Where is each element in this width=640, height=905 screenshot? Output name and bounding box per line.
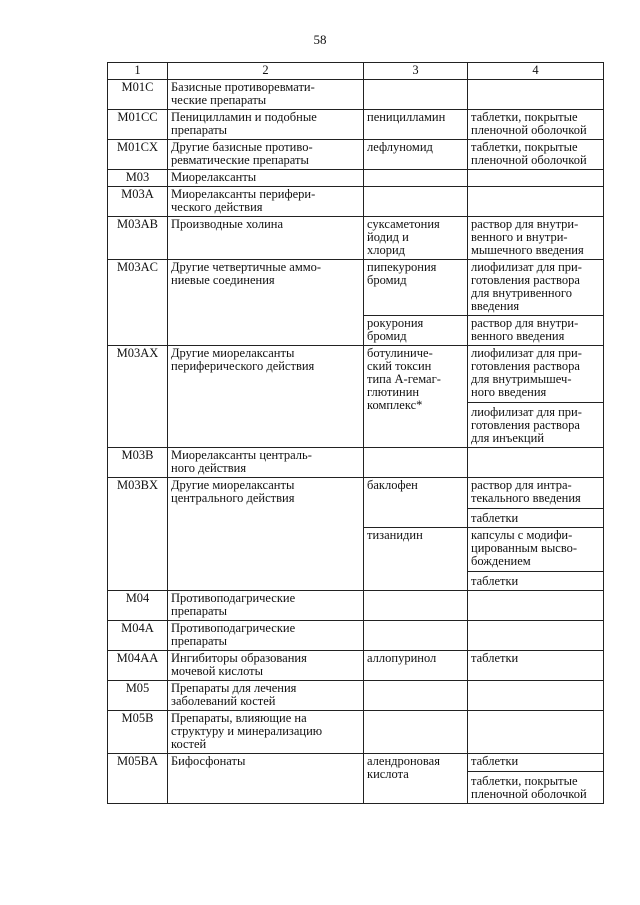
atc-code: M01CC — [108, 110, 168, 140]
drug-name-line: аллопуринол — [367, 651, 437, 665]
group-name — [168, 217, 364, 260]
group-name — [168, 681, 364, 711]
group-name-line: мочевой кислоты — [171, 664, 264, 678]
atc-code: M03 — [108, 170, 168, 187]
dosage-forms — [468, 187, 604, 217]
drug-name — [364, 591, 468, 621]
table-row — [108, 448, 604, 478]
dosage-forms — [468, 651, 604, 681]
dosage-forms — [468, 754, 604, 804]
group-name-line: Базисные противоревмати- — [171, 80, 315, 94]
dosage-form — [468, 402, 603, 445]
table-row — [108, 711, 604, 754]
drug-name-line: суксаметония — [367, 217, 440, 231]
dosage-form-line: венного введения — [471, 329, 565, 343]
atc-code: M05B — [108, 711, 168, 754]
dosage-form — [468, 508, 603, 525]
dosage-form-line: капсулы с модифи- — [471, 528, 573, 542]
dosage-form — [471, 261, 600, 313]
atc-code: M03A — [108, 187, 168, 217]
table-row — [108, 681, 604, 711]
group-name — [168, 754, 364, 804]
drug-name — [364, 478, 468, 528]
group-name-line: Миорелаксанты перифери- — [171, 187, 316, 201]
dosage-forms — [468, 316, 604, 346]
dosage-form-line: таблетки, покрытые — [471, 140, 578, 154]
drug-name — [364, 448, 468, 478]
group-name-line: центрального действия — [171, 491, 295, 505]
table-row — [108, 170, 604, 187]
table-row — [108, 140, 604, 170]
drug-name-line: глютинин — [367, 385, 420, 399]
table-row — [108, 110, 604, 140]
group-name-line: препараты — [171, 604, 228, 618]
group-name-line: Препараты для лечения — [171, 681, 297, 695]
dosage-forms — [468, 621, 604, 651]
table-body — [108, 80, 604, 804]
dosage-form-line: лиофилизат для при- — [471, 346, 582, 360]
drug-name-line: кислота — [367, 767, 409, 781]
table-row — [108, 478, 604, 528]
group-name — [168, 448, 364, 478]
drug-name — [364, 346, 468, 448]
group-name — [168, 346, 364, 448]
dosage-form-line: таблетки — [471, 511, 519, 525]
dosage-form-line: лиофилизат для при- — [471, 405, 582, 419]
dosage-form — [471, 529, 600, 568]
atc-code: M01C — [108, 80, 168, 110]
dosage-form-line: ного введения — [471, 385, 547, 399]
table-row — [108, 217, 604, 260]
dosage-form — [471, 347, 600, 399]
group-name-line: Другие четвертичные аммо- — [171, 260, 322, 274]
drug-name-line: бромид — [367, 329, 407, 343]
drug-name-line: комплекс* — [367, 398, 423, 412]
dosage-form — [471, 755, 600, 768]
drug-name-line: пипекурония — [367, 260, 437, 274]
page-number: 58 — [313, 32, 327, 47]
group-name-line: препараты — [171, 123, 228, 137]
drug-name — [364, 80, 468, 110]
group-name-line: ческие препараты — [171, 93, 267, 107]
drug-name-line: рокурония — [367, 316, 424, 330]
dosage-form-line: бождением — [471, 554, 531, 568]
drug-name — [364, 711, 468, 754]
drug-name — [364, 681, 468, 711]
group-name — [168, 140, 364, 170]
group-name-line: заболеваний костей — [171, 694, 276, 708]
group-name-line: Противоподагрические — [171, 591, 296, 605]
group-name — [168, 260, 364, 346]
dosage-form-line: лиофилизат для при- — [471, 260, 582, 274]
atc-code: M04A — [108, 621, 168, 651]
dosage-forms — [468, 591, 604, 621]
atc-code: M05 — [108, 681, 168, 711]
drug-classification-table — [107, 62, 604, 804]
dosage-form-line: готовления раствора — [471, 273, 580, 287]
column-header-code: 1 — [108, 63, 168, 80]
group-name-line: ческого действия — [171, 200, 263, 214]
group-name — [168, 80, 364, 110]
atc-code: M03B — [108, 448, 168, 478]
drug-name-line: тизанидин — [367, 528, 423, 542]
drug-name-line: ский токсин — [367, 359, 432, 373]
dosage-forms — [468, 217, 604, 260]
group-name-line: Ингибиторы образования — [171, 651, 307, 665]
table-row — [108, 346, 604, 448]
dosage-forms — [468, 448, 604, 478]
dosage-forms — [468, 80, 604, 110]
drug-name-line: хлорид — [367, 243, 406, 257]
group-name — [168, 591, 364, 621]
drug-name-line: ботулиниче- — [367, 346, 433, 360]
group-name-line: костей — [171, 737, 207, 751]
drug-name — [364, 170, 468, 187]
group-name-line: Миорелаксанты централь- — [171, 448, 312, 462]
dosage-form-line: мышечного введения — [471, 243, 584, 257]
group-name-line: Другие миорелаксанты — [171, 478, 295, 492]
group-name — [168, 621, 364, 651]
atc-code: M03BX — [108, 478, 168, 591]
table-row — [108, 591, 604, 621]
dosage-form-line: готовления раствора — [471, 359, 580, 373]
dosage-forms — [468, 140, 604, 170]
dosage-form-line: раствор для внутри- — [471, 316, 579, 330]
column-header-group: 2 — [168, 63, 364, 80]
table-row — [108, 260, 604, 316]
group-name — [168, 170, 364, 187]
dosage-form — [471, 141, 600, 167]
drug-name-line: йодид и — [367, 230, 409, 244]
table-header-row — [108, 63, 604, 80]
dosage-form-line: цированным высво- — [471, 541, 578, 555]
dosage-forms — [468, 346, 604, 448]
column-header-form: 4 — [468, 63, 604, 80]
dosage-form — [468, 571, 603, 588]
atc-code: M03AC — [108, 260, 168, 346]
group-name — [168, 651, 364, 681]
dosage-form-line: готовления раствора — [471, 418, 580, 432]
dosage-form-line: таблетки, покрытые — [471, 774, 578, 788]
table-row — [108, 621, 604, 651]
drug-name — [364, 187, 468, 217]
group-name — [168, 110, 364, 140]
group-name-line: препараты — [171, 634, 228, 648]
drug-name — [364, 651, 468, 681]
group-name-line: периферического действия — [171, 359, 315, 373]
dosage-forms — [468, 528, 604, 591]
table-row — [108, 651, 604, 681]
drug-name-line: пеницилламин — [367, 110, 446, 124]
dosage-form — [471, 317, 600, 343]
group-name-line: Пеницилламин и подобные — [171, 110, 317, 124]
dosage-form-line: таблетки — [471, 754, 519, 768]
dosage-forms — [468, 260, 604, 316]
group-name-line: Бифосфонаты — [171, 754, 246, 768]
dosage-form-line: таблетки — [471, 574, 519, 588]
dosage-form-line: для внутримышеч- — [471, 372, 572, 386]
drug-name — [364, 621, 468, 651]
dosage-form-line: текального введения — [471, 491, 581, 505]
dosage-form-line: раствор для внутри- — [471, 217, 579, 231]
drug-name — [364, 140, 468, 170]
atc-code: M01CX — [108, 140, 168, 170]
dosage-form — [471, 652, 600, 665]
dosage-form — [471, 218, 600, 257]
dosage-form-line: введения — [471, 299, 520, 313]
dosage-form-line: пленочной оболочкой — [471, 123, 587, 137]
group-name-line: Другие миорелаксанты — [171, 346, 295, 360]
dosage-forms — [468, 681, 604, 711]
dosage-forms — [468, 478, 604, 528]
group-name — [168, 187, 364, 217]
group-name — [168, 478, 364, 591]
dosage-form-line: венного и внутри- — [471, 230, 568, 244]
atc-code: M04 — [108, 591, 168, 621]
atc-code: M03AX — [108, 346, 168, 448]
group-name — [168, 711, 364, 754]
drug-name — [364, 754, 468, 804]
group-name-line: структуру и минерализацию — [171, 724, 323, 738]
dosage-forms — [468, 170, 604, 187]
dosage-forms — [468, 110, 604, 140]
drug-name — [364, 110, 468, 140]
dosage-form — [468, 771, 603, 801]
group-name-line: ниевые соединения — [171, 273, 275, 287]
drug-name-line: баклофен — [367, 478, 418, 492]
drug-name — [364, 528, 468, 591]
group-name-line: Препараты, влияющие на — [171, 711, 307, 725]
group-name-line: Производные холина — [171, 217, 284, 231]
dosage-form-line: таблетки, покрытые — [471, 110, 578, 124]
dosage-forms — [468, 711, 604, 754]
drug-name-line: типа А-гемаг- — [367, 372, 441, 386]
table-row — [108, 754, 604, 804]
drug-name-line: бромид — [367, 273, 407, 287]
drug-name — [364, 316, 468, 346]
drug-name — [364, 217, 468, 260]
dosage-form-line: для внутривенного — [471, 286, 572, 300]
atc-code: M04AA — [108, 651, 168, 681]
drug-name-line: алендроновая — [367, 754, 440, 768]
table-row — [108, 80, 604, 110]
drug-name — [364, 260, 468, 316]
dosage-form-line: раствор для интра- — [471, 478, 572, 492]
group-name-line: Миорелаксанты — [171, 170, 257, 184]
group-name-line: ревматические препараты — [171, 153, 309, 167]
dosage-form — [471, 479, 600, 505]
atc-code: M03AB — [108, 217, 168, 260]
column-header-drug: 3 — [364, 63, 468, 80]
dosage-form-line: таблетки — [471, 651, 519, 665]
atc-code: M05BA — [108, 754, 168, 804]
group-name-line: Другие базисные противо- — [171, 140, 313, 154]
group-name-line: ного действия — [171, 461, 247, 475]
drug-name-line: лефлуномид — [367, 140, 433, 154]
table-row — [108, 187, 604, 217]
dosage-form-line: пленочной оболочкой — [471, 787, 587, 801]
dosage-form — [471, 111, 600, 137]
dosage-form-line: для инъекций — [471, 431, 545, 445]
dosage-form-line: пленочной оболочкой — [471, 153, 587, 167]
group-name-line: Противоподагрические — [171, 621, 296, 635]
